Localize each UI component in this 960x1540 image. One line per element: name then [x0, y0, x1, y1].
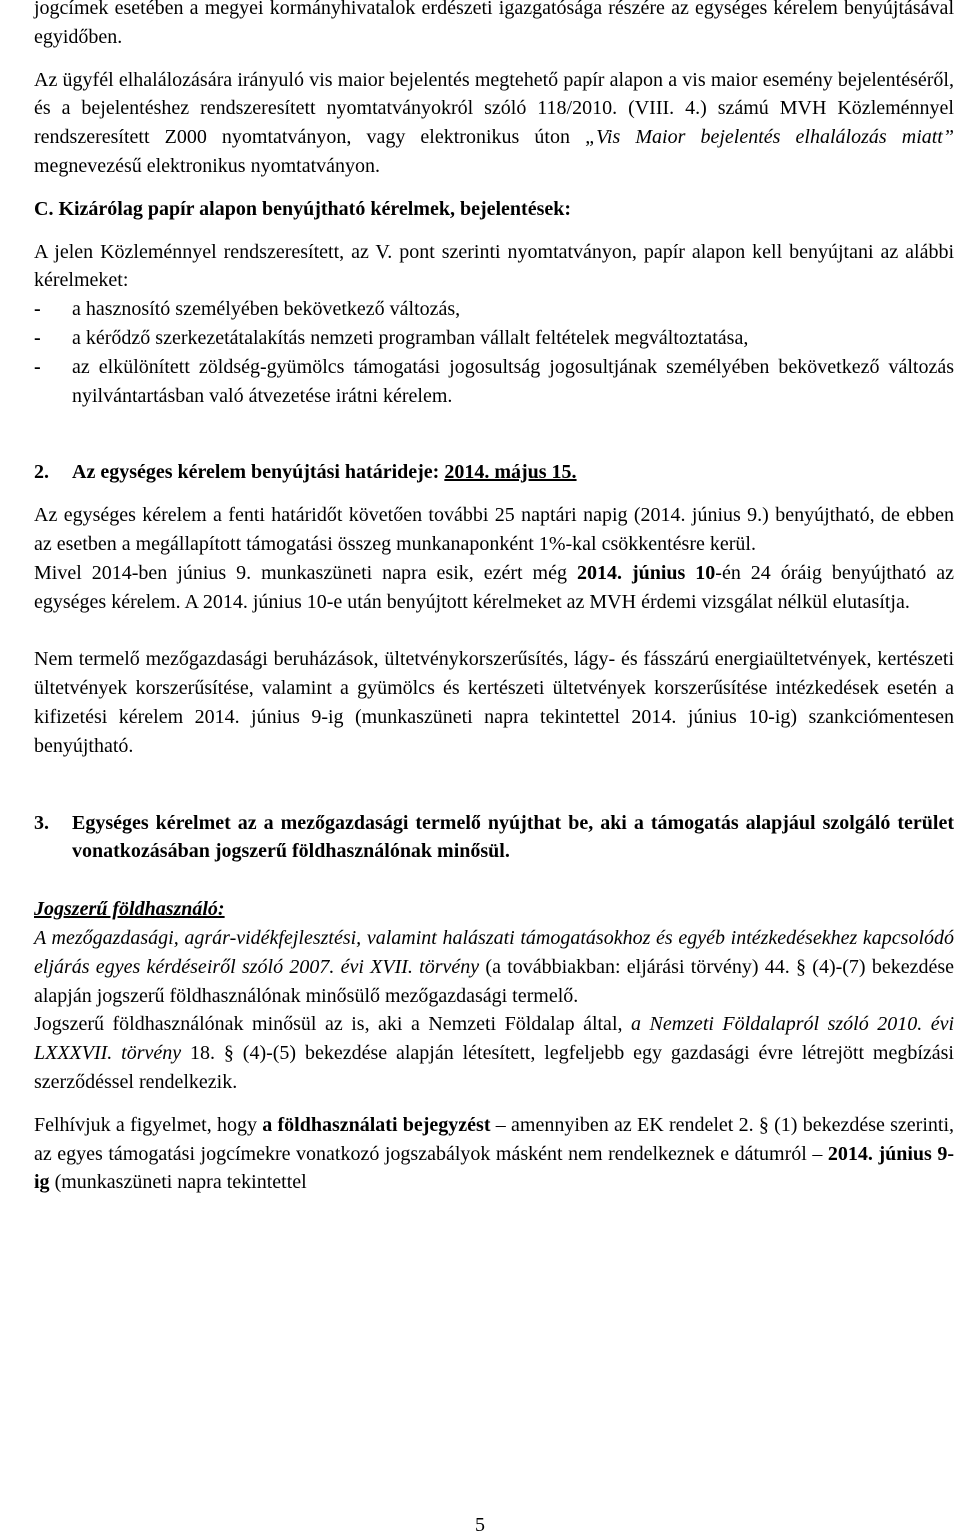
section-3-heading-text: Egységes kérelmet az a mezőgazdasági termelő nyújthat be, aki a támogatás alapjául szolgáló terület vonatkozásában jogszerű földhasználónak minősül.	[72, 811, 954, 863]
section-2-paragraph-2	[34, 559, 954, 617]
section-number: 3.	[34, 811, 49, 834]
section-2-heading-text: Az egységes kérelem benyújtási határideje:	[72, 461, 445, 484]
intro-paragraph: jogcímek esetében a megyei kormányhivatalok erdészeti igazgatósága részére az egységes kérelem benyújtásával egyidőben.	[34, 0, 954, 48]
vis-maior-text-end: megnevezésű elektronikus nyomtatványon.	[34, 154, 381, 177]
section-c-heading: C. Kizárólag papír alapon benyújtható kérelmek, bejelentések:	[34, 197, 572, 220]
section-3-p3-text-mid: – amennyiben az EK rendelet 2. § (1) bekezdése szerinti, az egyes támogatási jogcímekre vonatkozó jogszabályok másként nem rendelkeznek e dátumról –	[34, 1113, 954, 1165]
section-3-paragraph-2	[34, 1010, 954, 1096]
section-number: 2.	[34, 461, 49, 484]
section-2-heading	[34, 458, 954, 487]
law-title: A mezőgazdasági, agrár-vidékfejlesztési, valamint halászati támogatásokhoz és egyéb intézkedésekhez kapcsolódó eljárás egyes kérdéseiről szóló 2007. évi XVII. törvény	[34, 926, 954, 978]
section-3-p3-text: Felhívjuk a figyelmet, hogy	[34, 1113, 263, 1136]
section-2-p2-text-end: -én 24 óráig benyújtható az egységes kérelem. A 2014. június 10-e után benyújtott kérelmeket az MVH érdemi vizsgálat nélkül elutasítja.	[34, 561, 955, 613]
list-bullet: -	[34, 326, 41, 349]
emphasis-date: 2014. június 9-ig	[34, 1142, 955, 1194]
section-3-p3-text-end: (munkaszüneti napra tekintettel	[49, 1171, 307, 1194]
section-2-p2-text: Mivel 2014-ben június 9. munkaszüneti napra esik, ezért még	[34, 561, 577, 584]
section-3-p2-text-end: 18. § (4)-(5) bekezdése alapján létesített, legfeljebb egy gazdasági évre létrejött megbízási szerződéssel rendelkezik.	[34, 1042, 954, 1093]
page-number: 5	[475, 1514, 485, 1536]
section-2-paragraph-1: Az egységes kérelem a fenti határidőt követően további 25 naptári napig (2014. június 9.) benyújtható, de ebben az esetben a megállapított támogatási összeg munkanaponként 1%-kal csökkentésre kerül.	[34, 504, 954, 555]
list-item-text: az elkülönített zöldség-gyümölcs támogatási jogosultság jogosultjának személyében bekövetkező változás nyilvántartásban való átvezetése irátni kérelem.	[72, 355, 954, 407]
definition-text: (a továbbiakban: eljárási törvény) 44. § (4)-(7) bekezdése alapján jogszerű földhasználónak minősülő mezőgazdasági termelő.	[34, 955, 955, 1007]
definition-paragraph	[34, 924, 954, 1010]
deadline-date: 2014. május 15.	[444, 461, 577, 484]
list-item	[34, 324, 954, 353]
vis-maior-form-name: „Vis Maior bejelentés elhalálozás miatt”	[585, 126, 954, 149]
list-bullet: -	[34, 355, 41, 378]
list-item-text: a kérődző szerkezetátalakítás nemzeti programban vállalt feltételek megváltoztatása,	[72, 326, 749, 349]
section-c-intro: A jelen Közleménnyel rendszeresített, az V. pont szerinti nyomtatványon, papír alapon kell benyújtani az alábbi kérelmeket:	[34, 240, 954, 292]
emphasis-text: a földhasználati bejegyzést	[262, 1113, 491, 1136]
list-item	[34, 295, 954, 324]
vis-maior-text: Az ügyfél elhalálozására irányuló vis maior bejelentés megtehető papír alapon a vis maior esemény bejelentéséről, és a bejelentéshez rendszeresített nyomtatványokról szóló 118/2010. (VIII. 4.) számú MVH Közleménnyel rendszeresített Z000 nyomtatványon, vagy elektronikus úton	[34, 68, 954, 149]
section-3-heading	[34, 809, 954, 867]
list-bullet: -	[34, 298, 41, 321]
law-title: a Nemzeti Földalapról szóló 2010. évi LXXXVII. törvény	[34, 1013, 955, 1065]
section-2-paragraph-3: Nem termelő mezőgazdasági beruházások, ültetvénykorszerűsítés, lágy- és fásszárú energiaültetvények, kertészeti ültetvények korszerűsítése, valamint a gyümölcs és kertészeti ültetvények korszerűsítése intézkedések esetén a kifizetési kérelem 2014. június 9-ig (munkaszüneti napra tekintettel 2014. június 10-ig) szankciómentesen benyújtható.	[34, 648, 954, 757]
list-item	[34, 353, 954, 411]
vis-maior-paragraph	[34, 66, 954, 181]
section-3-p2-text: Jogszerű földhasználónak minősül az is, aki a Nemzeti Földalap által,	[34, 1013, 631, 1036]
definition-title: Jogszerű földhasználó:	[34, 898, 225, 921]
extended-deadline: 2014. június 10	[576, 561, 716, 584]
list-item-text: a hasznosító személyében bekövetkező változás,	[72, 298, 461, 321]
section-3-paragraph-3	[34, 1111, 954, 1197]
document-page	[34, 0, 954, 1197]
